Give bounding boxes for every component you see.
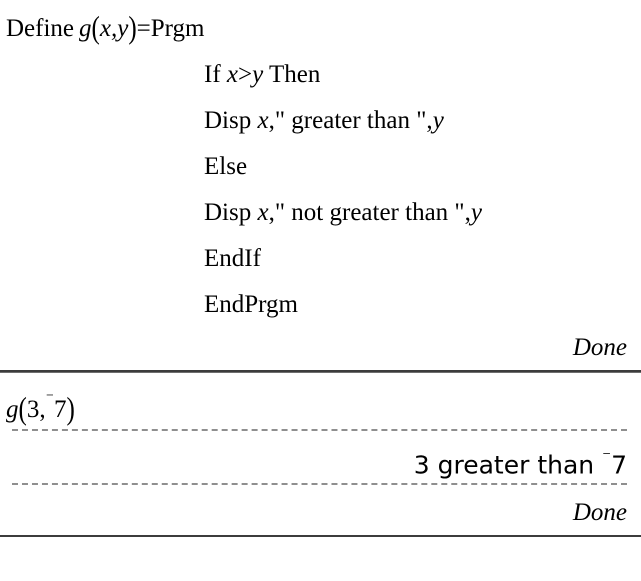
disp-greater-line[interactable] (6, 98, 633, 144)
disp-not-greater-line[interactable] (6, 190, 633, 236)
if-statement-line[interactable] (6, 52, 633, 98)
program-call-block (0, 373, 641, 533)
else-line[interactable] (6, 144, 633, 190)
argument-comma: , (110, 15, 118, 42)
divider-dashed-bottom (12, 483, 627, 485)
then-keyword: Then (263, 61, 321, 88)
call-arg-2: 7 (54, 396, 67, 424)
if-keyword: If (204, 61, 227, 88)
else-keyword: Else (204, 153, 248, 180)
prgm-keyword: Prgm (150, 15, 205, 42)
disp-variable-y: y (432, 107, 444, 134)
output-value: 3 (413, 450, 430, 480)
output-negative-sign: ⁻ (602, 447, 612, 467)
open-paren: ( (91, 11, 100, 46)
endif-keyword: EndIf (204, 245, 261, 272)
endprgm-line[interactable] (6, 282, 633, 328)
if-right-operand: y (252, 61, 264, 88)
argument-x: x (99, 15, 111, 42)
disp-keyword-2: Disp (204, 199, 258, 226)
greater-than-operator: > (238, 61, 253, 88)
argument-y: y (117, 15, 129, 42)
equals-sign: = (136, 15, 151, 42)
call-arg-1: 3 (26, 396, 40, 424)
call-result: Done (572, 499, 627, 526)
divider-bottom (0, 535, 641, 537)
program-output-line (6, 439, 633, 480)
output-text: greater than (429, 450, 603, 480)
call-negative-sign: ⁻ (45, 390, 55, 407)
call-function-name: g (6, 396, 19, 424)
definition-result: Done (572, 334, 627, 361)
disp-variable-y-2: y (470, 199, 482, 226)
endprgm-keyword: EndPrgm (204, 291, 298, 318)
define-keyword: Define (6, 15, 75, 42)
call-close-paren: ) (66, 392, 75, 427)
call-comma: , (39, 396, 46, 424)
disp-variable-x-2: x (257, 199, 269, 226)
disp-string-greater: ," greater than ", (268, 107, 433, 134)
define-header-line[interactable] (6, 6, 633, 52)
function-name: g (79, 15, 92, 42)
disp-keyword: Disp (204, 107, 258, 134)
endif-line[interactable] (6, 236, 633, 282)
close-paren: ) (128, 11, 137, 46)
disp-string-not-greater: ," not greater than ", (268, 199, 471, 226)
disp-variable-x: x (257, 107, 269, 134)
call-open-paren: ( (18, 392, 27, 427)
output-result-value: 7 (611, 450, 627, 480)
divider-dashed-top (12, 429, 627, 431)
if-left-operand: x (226, 61, 239, 88)
call-expression-line[interactable] (6, 377, 633, 427)
